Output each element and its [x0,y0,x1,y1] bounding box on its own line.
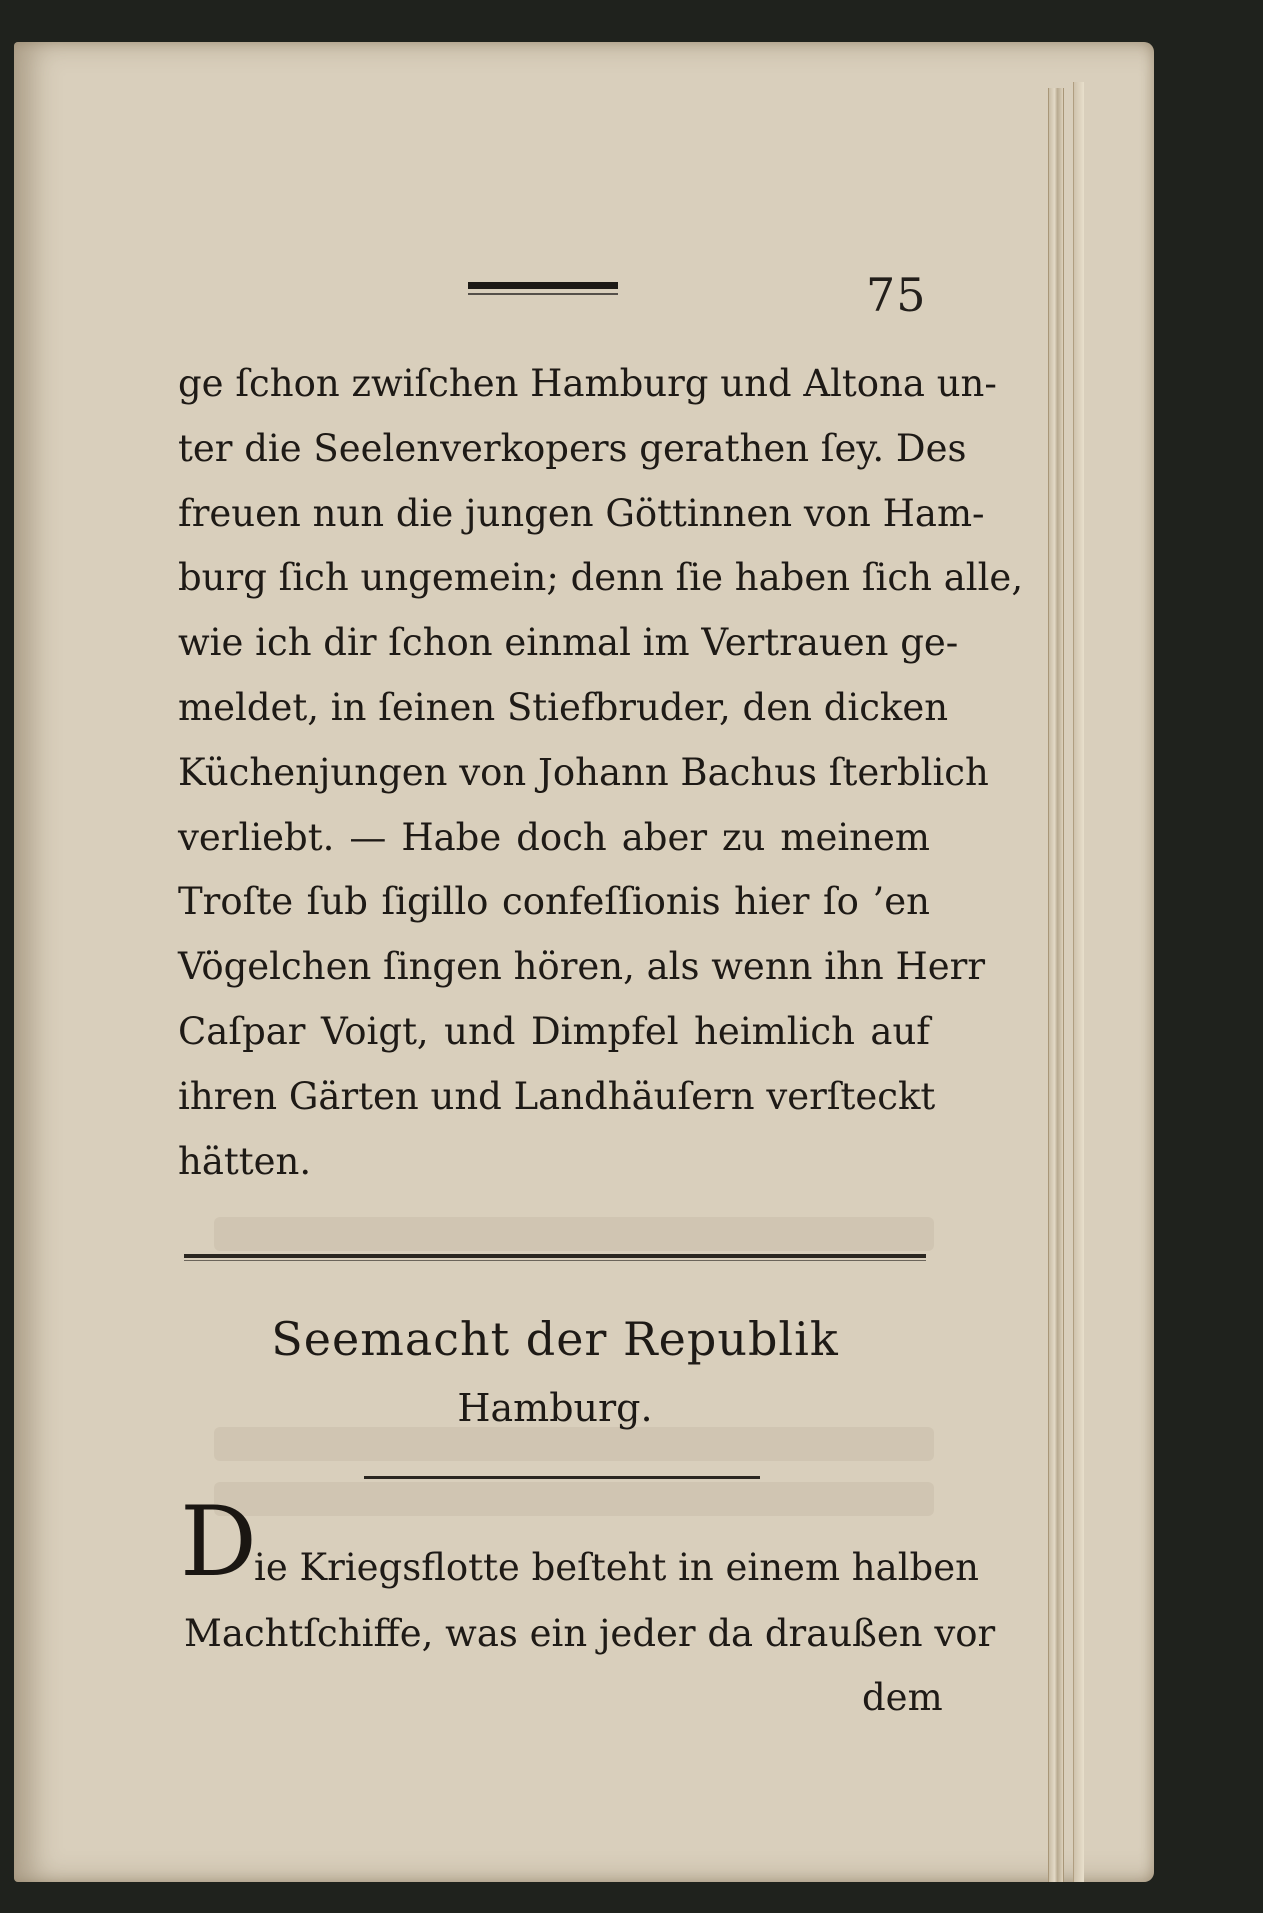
text-line: wie ich dir ſchon einmal im Vertrauen ge- [178,621,959,665]
text-line: ihren Gärten und Landhäuſern verſteckt [178,1074,936,1118]
catchword: dem [862,1676,943,1719]
section-title: Seemacht der Republik [271,1312,839,1366]
header-rule-thin [468,293,618,295]
page-stack-edge [1073,82,1084,1882]
text-line: ie Kriegsflotte beſteht in einem halben [254,1546,979,1589]
text-line: verliebt. — Habe doch aber zu meinem [178,815,930,859]
text-line: ter die Seelenverkopers gerathen ſey. Des [178,426,967,470]
body-paragraph [178,352,1024,1194]
header-rule [468,282,618,289]
page-number: 75 [866,268,927,322]
text-line: Caſpar Voigt, und Dimpfel heimlich auf [178,1009,930,1053]
drop-cap: D [180,1486,257,1598]
text-line: Küchenjungen von Johann Bachus ſterblich [178,750,989,794]
text-line: Troſte ſub ſigillo confeſſionis hier ſo ’en [178,880,930,924]
text-line: burg ſich ungemein; denn ſie haben ſich alle, [178,556,1024,600]
text-line: meldet, in ſeinen Stiefbruder, den dicken [178,685,949,729]
section-divider-thin [184,1260,926,1261]
page-edge [1048,88,1064,1882]
bleed-through-shadow [214,1217,934,1251]
text-line: Machtſchiffe, was ein jeder da draußen vor [184,1612,996,1655]
bleed-through-shadow [214,1482,934,1516]
section-divider [184,1254,926,1258]
text-line: ge ſchon zwiſchen Hamburg und Altona un- [178,362,997,405]
subtitle-divider [364,1476,760,1479]
bleed-through-shadow [214,1427,934,1461]
text-line: hätten. [178,1139,312,1183]
section-subtitle: Hamburg. [457,1386,653,1430]
text-line: Vögelchen ſingen hören, als wenn ihn Herr [178,945,986,989]
text-line: freuen nun die jungen Göttinnen von Ham- [178,491,985,535]
